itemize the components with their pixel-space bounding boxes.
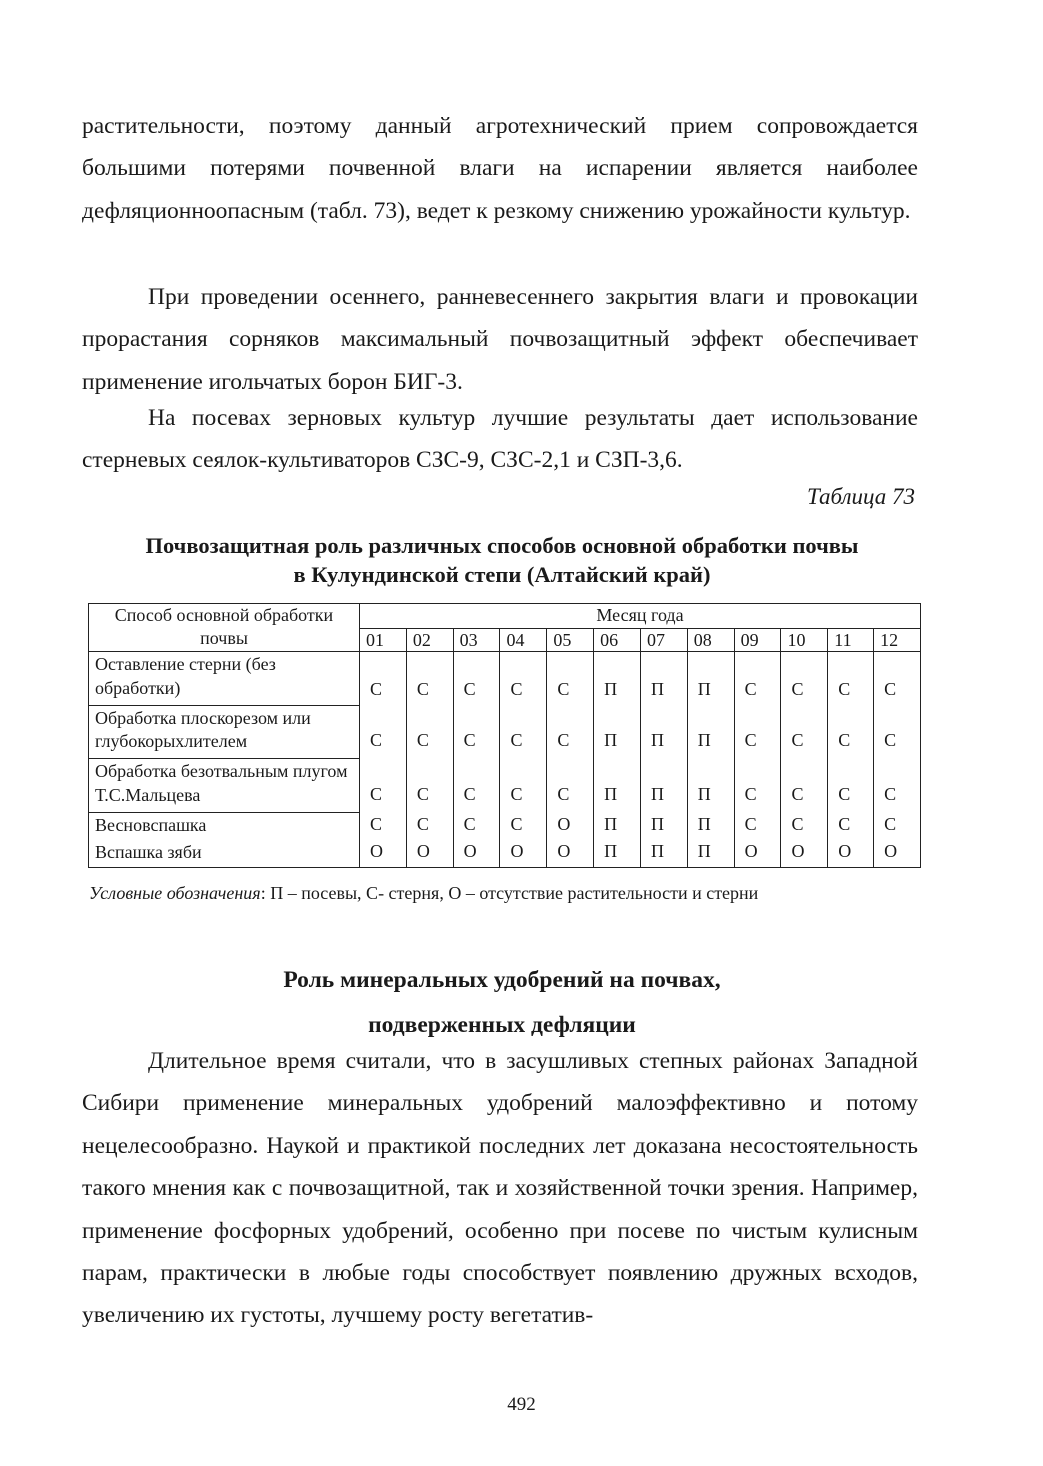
section-title [82,958,922,1048]
value-cell: С [781,652,828,706]
table-legend [89,883,758,904]
value-cell: О [874,840,921,867]
tillage-table [88,603,921,868]
value-cell: С [453,705,500,759]
value-cell: С [547,759,594,813]
value-cell: С [734,759,781,813]
value-cell: С [453,759,500,813]
month-header-05: 05 [547,629,594,652]
month-header-07: 07 [640,629,687,652]
value-cell: С [734,813,781,840]
value-cell: С [500,759,547,813]
value-cell: С [360,759,407,813]
legend-key: Условные обозначения [89,883,261,903]
month-header-09: 09 [734,629,781,652]
value-cell: С [547,652,594,706]
method-cell: Обработка безотвальным плугом Т.С.Мальцева [89,759,360,813]
value-cell: О [547,840,594,867]
paragraph-4: Длительное время считали, что в засушливых степных районах Западной Сибири применение минеральных удобрений малоэффективно и потому нецелесообразно. Наукой и практикой последних лет доказана несостоятельность такого мнения как с почвозащитной, так и хозяйственной точки зрения. Например, применение фосфорных удобрений, особенно при посеве по чистым кулисным парам, практически в любые годы способствует появлению дружных всходов, увеличению их густоты, лучшему росту вегетатив- [82,1048,918,1329]
value-cell: С [360,705,407,759]
table-body [89,652,921,868]
value-cell: П [687,759,734,813]
table-row [89,759,921,813]
table-row [89,652,921,706]
value-cell: П [594,705,641,759]
month-header-06: 06 [594,629,641,652]
value-cell: П [640,705,687,759]
value-cell: П [640,813,687,840]
paragraph-1: растительности, поэтому данный агротехнический прием сопровождается большими потерями почвенной влаги на испарении является наиболее дефляционноопасным (табл. 73), ведет к резкому снижению урожайности культур. [82,113,918,224]
value-cell: С [406,705,453,759]
table-title-line-2: в Кулундинской степи (Алтайский край) [293,562,711,587]
value-cell: С [828,759,874,813]
month-header-12: 12 [874,629,921,652]
month-header-02: 02 [406,629,453,652]
value-cell: С [406,652,453,706]
value-cell: С [874,813,921,840]
value-cell: О [500,840,547,867]
value-cell: С [828,813,874,840]
value-cell: С [828,652,874,706]
value-cell: С [734,652,781,706]
value-cell: С [828,705,874,759]
legend-text: : П – посевы, С- стерня, О – отсутствие растительности и стерни [260,883,759,903]
table-row [89,705,921,759]
section-title-line-1: Роль минеральных удобрений на почвах, [283,967,721,993]
month-header-11: 11 [828,629,874,652]
table-row [89,840,921,867]
table-number: Таблица 73 [806,484,915,509]
value-cell: С [781,759,828,813]
value-cell: О [547,813,594,840]
method-cell: Обработка плоскорезом или глубокорыхлителем [89,705,360,759]
value-cell: О [734,840,781,867]
value-cell: О [453,840,500,867]
value-cell: С [874,705,921,759]
value-cell: С [500,705,547,759]
value-cell: О [406,840,453,867]
value-cell: П [594,813,641,840]
month-header-04: 04 [500,629,547,652]
value-cell: П [640,759,687,813]
table-title-line-1: Почвозащитная роль различных способов основной обработки почвы [145,533,859,558]
table-row [89,813,921,840]
value-cell: С [453,652,500,706]
value-cell: О [828,840,874,867]
method-cell: Вспашка зяби [89,840,360,867]
value-cell: С [874,652,921,706]
value-cell: С [781,813,828,840]
value-cell: С [406,759,453,813]
value-cell: С [500,652,547,706]
month-header-10: 10 [781,629,828,652]
value-cell: С [360,813,407,840]
method-column-header: Способ основной обработки почвы [89,604,360,652]
value-cell: С [360,652,407,706]
section-title-line-2: подверженных дефляции [368,1012,636,1038]
value-cell: С [547,705,594,759]
value-cell: П [687,840,734,867]
month-header-03: 03 [453,629,500,652]
value-cell: С [734,705,781,759]
page-number: 492 [507,1394,536,1415]
value-cell: П [687,705,734,759]
paragraph-2: При проведении осеннего, ранневесеннего закрытия влаги и провокации прорастания сорняков максимальный почвозащитный эффект обеспечивает применение игольчатых борон БИГ-3. [82,284,918,395]
method-cell: Весновспашка [89,813,360,840]
value-cell: О [360,840,407,867]
value-cell: П [594,652,641,706]
month-header-08: 08 [687,629,734,652]
value-cell: П [640,840,687,867]
paragraph-3: На посевах зерновых культур лучшие результаты дает использование стерневых сеялок-культиваторов СЗС-9, СЗС-2,1 и СЗП-3,6. [82,405,918,474]
value-cell: П [594,759,641,813]
value-cell: С [500,813,547,840]
value-cell: С [453,813,500,840]
months-group-header: Месяц года [360,604,921,629]
value-cell: С [406,813,453,840]
method-cell: Оставление стерни (без обработки) [89,652,360,706]
value-cell: С [781,705,828,759]
value-cell: П [640,652,687,706]
month-header-01: 01 [360,629,407,652]
table-title [82,531,922,589]
value-cell: С [874,759,921,813]
value-cell: О [781,840,828,867]
value-cell: П [594,840,641,867]
value-cell: П [687,813,734,840]
value-cell: П [687,652,734,706]
